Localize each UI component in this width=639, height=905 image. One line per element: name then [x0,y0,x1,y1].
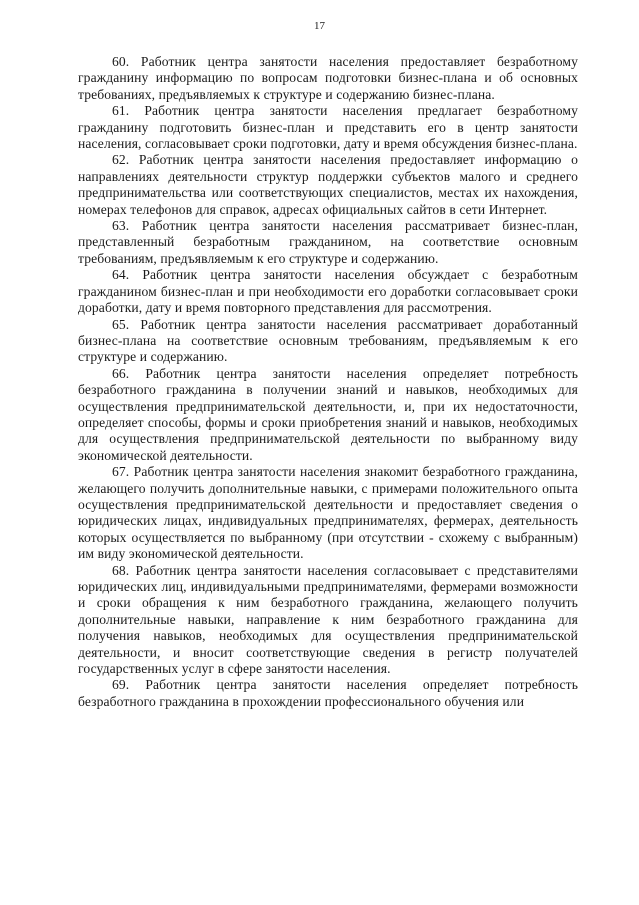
paragraph-65: 65. Работник центра занятости населения рассматривает доработанный бизнес-плана на соответствие основным требованиям, предъявляемым к его структуре и содержанию. [78,316,578,365]
paragraph-63: 63. Работник центра занятости населения рассматривает бизнес-план, представленный безработным гражданином, на соответствие основным требованиям, предъявляемым к его структуре и содержанию. [78,218,578,266]
paragraph-68: 68. Работник центра занятости населения согласовывает с представителями юридических лиц, индивидуальными предпринимателями, фермерами возможности и сроки обращения к ним безработного гражданина, желающего получить дополнительные навыки, направление к ним безработного гражданина для получения навыков, необходимых для осуществления предпринимательской деятельности, и вносит соответствующие сведения в регистр получателей государственных услуг в сфере занятости населения. [78,562,578,677]
paragraph-62: 62. Работник центра занятости населения предоставляет информацию о направлениях деятельности структур поддержки субъектов малого и среднего предпринимательства или соответствующих специалистов, местах их нахождения, номерах телефонов для справок, адресах официальных сайтов в сети Интернет. [78,152,578,217]
paragraph-66: 66. Работник центра занятости населения определяет потребность безработного гражданина в получении знаний и навыков, необходимых для осуществления предпринимательской деятельности, и, при их недостаточности, определяет способы, формы и сроки приобретения знаний и навыков, необходимых для осуществления предпринимательской деятельности по выбранному виду экономической деятельности. [78,365,578,463]
paragraph-69: 69. Работник центра занятости населения определяет потребность безработного гражданина в прохождении профессионального обучения или [78,677,578,709]
paragraph-61: 61. Работник центра занятости населения предлагает безработному гражданину подготовить бизнес-план и представить его в центр занятости населения, согласовывает сроки подготовки, дату и время обсуждения бизнес-плана. [78,103,578,152]
paragraph-60: 60. Работник центра занятости населения предоставляет безработному гражданину информацию по вопросам подготовки бизнес-плана и об основных требованиях, предъявляемых к структуре и содержанию бизнес-плана. [78,54,578,102]
page-number: 17 [314,20,325,32]
paragraph-67: 67. Работник центра занятости населения знакомит безработного гражданина, желающего получить дополнительные навыки, с примерами положительного опыта осуществления предпринимательской деятельности и предоставляет сведения о юридических лицах, индивидуальных предпринимателях, фермерах, деятельность которых осуществляется по выбранному (при отсутствии - схожему с выбранным) им виду экономической деятельности. [78,464,578,562]
paragraph-64: 64. Работник центра занятости населения обсуждает с безработным гражданином бизнес-план и при необходимости его доработки согласовывает сроки доработки, дату и время повторного представления для рассмотрения. [78,267,578,316]
document-body [78,54,578,710]
